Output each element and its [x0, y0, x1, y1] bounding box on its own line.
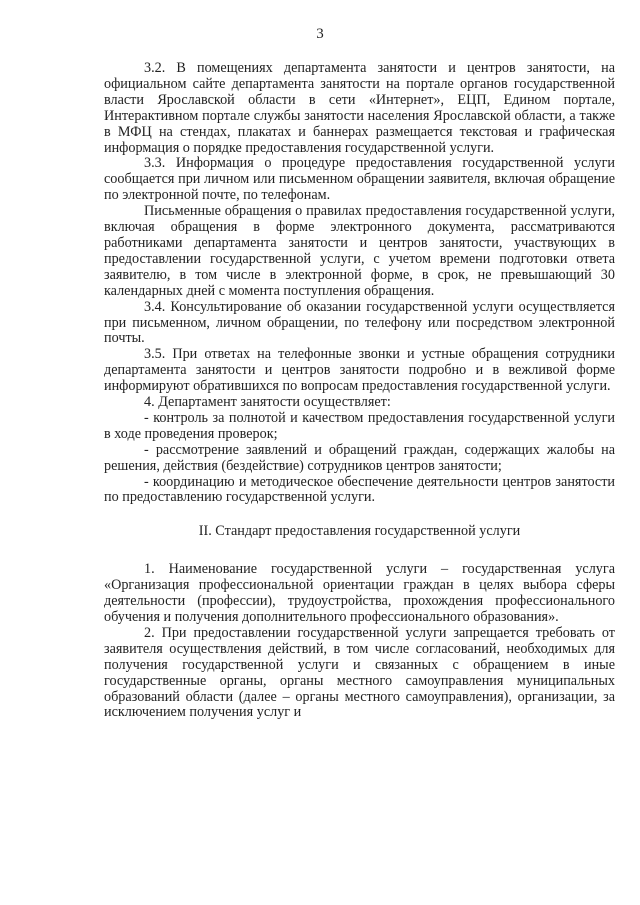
- paragraph-3-3: 3.3. Информация о процедуре предоставления государственной услуги сообщается при личном или письменном обращении заявителя, включая обращение по электронной почте, по телефонам.: [104, 155, 615, 204]
- paragraph-ii-1: 1. Наименование государственной услуги – государственная услуга «Организация профессиональной ориентации граждан в целях выбора сферы деятельности (профессии), трудоустройства, прохождения профессионального обучения и получения дополнительного профессионального образования».: [104, 561, 615, 625]
- page-number: 3: [316, 26, 324, 42]
- list-item-control: - контроль за полнотой и качеством предоставления государственной услуги в ходе проведения проверок;: [104, 409, 615, 442]
- paragraph-4: 4. Департамент занятости осуществляет:: [144, 394, 391, 411]
- list-item-coordination: - координацию и методическое обеспечение деятельности центров занятости по предоставлению государственной услуги.: [104, 473, 615, 506]
- document-body: [104, 61, 615, 721]
- paragraph-3-2: 3.2. В помещениях департамента занятости и центров занятости, на официальном сайте департамента занятости на портале органов государственной власти Ярославской области в сети «Интернет», ЕЦП, Едином портале, Интерактивном портале службы занятости населения Ярославской области, а также в МФЦ на стендах, плакатах и баннерах размещается текстовая и графическая информация о порядке предоставления государственной услуги.: [104, 60, 615, 156]
- section-heading: II. Стандарт предоставления государственной услуги: [198, 523, 521, 540]
- list-item-complaints: - рассмотрение заявлений и обращений граждан, содержащих жалобы на решения, действия (бездействие) сотрудников центров занятости;: [104, 441, 615, 474]
- paragraph-3-4: 3.4. Консультирование об оказании государственной услуги осуществляется при письменном, личном обращении, по телефону или посредством электронной почты.: [104, 298, 615, 347]
- paragraph-written-requests: Письменные обращения о правилах предоставления государственной услуги, включая обращения в форме электронного документа, рассматриваются работниками департамента занятости и центров занятости, участвующих в предоставлении государственной услуги, с учетом времени подготовки ответа заявителю, в том числе в электронной форме, в срок, не превышающий 30 календарных дней с момента поступления обращения.: [104, 203, 615, 299]
- paragraph-ii-2: 2. При предоставлении государственной услуги запрещается требовать от заявителя осуществления действий, в том числе согласований, необходимых для получения государственной услуги и связанных с обращением в иные государственные органы, органы местного самоуправления муниципальных образований области (далее – органы местного самоуправления), организации, за исключением получения услуг и: [104, 624, 615, 721]
- paragraph-3-5: 3.5. При ответах на телефонные звонки и устные обращения сотрудники департамента занятости и центров занятости подробно и в вежливой форме информируют обратившихся по вопросам предоставления государственной услуги.: [104, 346, 615, 395]
